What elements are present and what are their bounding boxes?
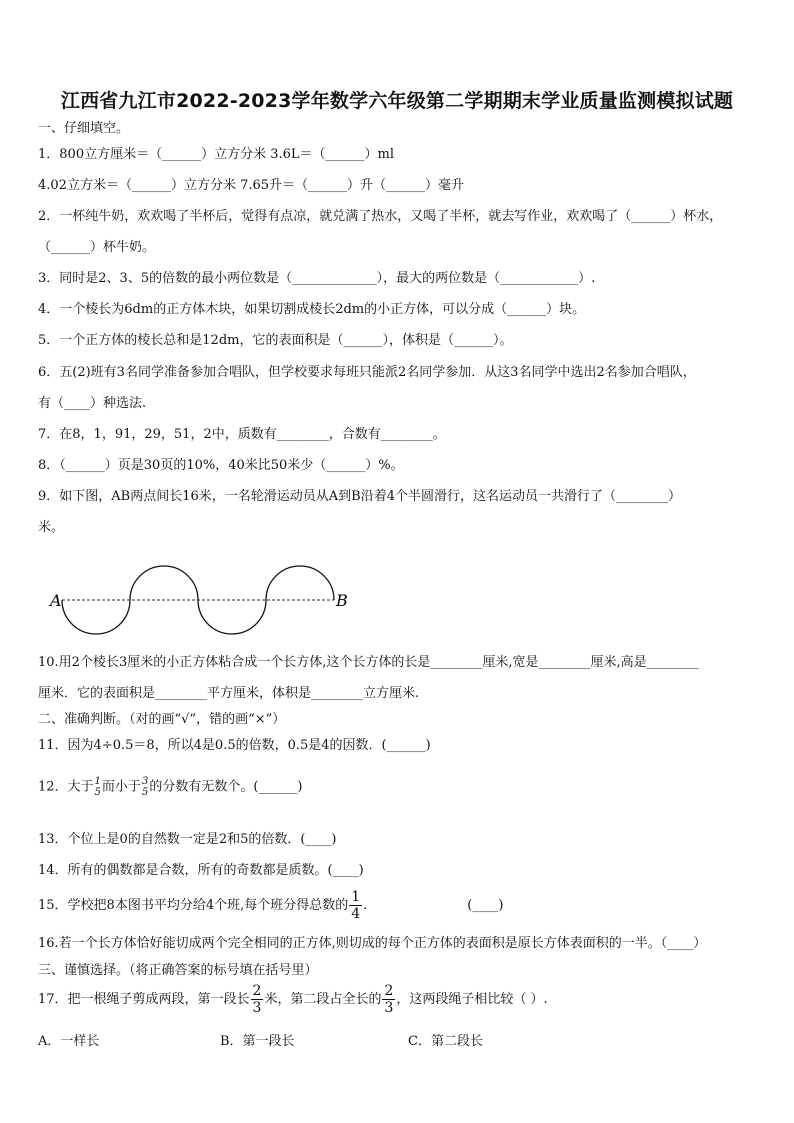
question-10-line-1: 10.用2个棱长3厘米的小正方体粘合成一个长方体,这个长方体的长是________厘米,宽是________厘米,高是________ [38, 655, 699, 670]
option-b: B．第一段长 [220, 1034, 295, 1049]
question-3: 3．同时是2、3、5的倍数的最小两位数是（_____________），最大的两位数是（____________）. [38, 271, 596, 286]
question-10-line-2: 厘米．它的表面积是________平方厘米，体积是________立方厘米. [38, 686, 420, 701]
question-17 [38, 982, 548, 1018]
question-8: 8．（______）页是30页的10%，40米比50米少（______）%。 [38, 458, 404, 473]
question-9-line-2: 米。 [38, 520, 65, 535]
fraction-one-quarter: $\frac{1}{4}$ [351, 889, 361, 922]
semicircle-path-figure [46, 560, 366, 640]
question-11: 11．因为4÷0.5＝8，所以4是0.5的倍数，0.5是4的因数．(______) [38, 738, 431, 753]
question-12-mid: 而小于 [101, 779, 141, 795]
question-15 [38, 888, 503, 924]
question-4: 4．一个棱长为6dm的正方体木块，如果切割成棱长2dm的小正方体，可以分成（______）块。 [38, 302, 586, 317]
question-12 [38, 776, 302, 799]
semicircle-4 [266, 566, 334, 600]
question-13: 13．个位上是0的自然数一定是2和5的倍数．(____) [38, 832, 337, 847]
question-17-pre: 17．把一根绳子剪成两段，第一段长 [38, 992, 250, 1007]
question-15-pre: 15．学校把8本图书平均分给4个班,每个班分得总数的 [38, 898, 349, 913]
fraction-three-fifths: 3 5 [141, 776, 149, 798]
question-9-line-1: 9．如下图，AB两点间长16米，一名轮滑运动员从A到B沿着4个半圆滑行，这名运动员一共滑行了（________） [38, 489, 681, 504]
question-12-post: 的分数有无数个。(______) [149, 779, 303, 795]
question-14: 14．所有的偶数都是合数，所有的奇数都是质数。(____) [38, 863, 364, 878]
section-heading-2: 二、准确判断。（对的画“√”，错的画“×”） [38, 712, 286, 727]
page-title: 江西省九江市2022-2023学年数学六年级第二学期期末学业质量监测模拟试题 [60, 90, 734, 112]
question-6-line-1: 6．五(2)班有3名同学准备参加合唱队，但学校要求每班只能派2名同学参加．从这3名同学中选出2名参加合唱队， [38, 365, 696, 380]
semicircle-2 [130, 566, 198, 600]
question-15-post: . [363, 898, 368, 913]
question-2-line-2: （______）杯牛奶。 [38, 240, 156, 255]
question-17-mid: 米，第二段占全长的 [264, 992, 382, 1007]
section-heading-3: 三、谨慎选择。（将正确答案的标号填在括号里） [38, 963, 318, 978]
question-1-line-2: 4.02立方米＝（______）立方分米 7.65升＝（______）升（______）毫升 [38, 178, 465, 193]
question-6-line-2: 有（____）种选法. [38, 396, 147, 411]
point-a-label: A [50, 591, 62, 610]
question-15-blank: (____) [467, 898, 504, 913]
fraction-one-fifth: 1 5 [94, 776, 101, 798]
option-c: C．第二段长 [408, 1034, 483, 1049]
question-1-line-1: 1．800立方厘米＝（______）立方分米 3.6L＝（______）ml [38, 147, 395, 162]
fraction-two-thirds-a: $\frac{2}{3}$ [252, 983, 262, 1016]
question-16: 16.若一个长方体恰好能切成两个完全相同的正方体,则切成的每个正方体的表面积是原长方体表面积的一半。（____） [38, 936, 707, 951]
question-17-post: ，这两段绳子相比较（ ）. [396, 992, 548, 1007]
semicircle-1 [62, 600, 130, 634]
fraction-two-thirds-b: $\frac{2}{3}$ [384, 983, 394, 1016]
question-2-line-1: 2．一杯纯牛奶，欢欢喝了半杯后，觉得有点凉，就兑满了热水，又喝了半杯，就去写作业，欢欢喝了（______）杯水， [38, 209, 723, 224]
question-12-pre: 12．大于 [38, 779, 94, 795]
section-heading-1: 一、仔细填空。 [38, 121, 130, 136]
semicircle-3 [198, 600, 266, 634]
question-7: 7．在8，1，91，29，51，2中，质数有________，合数有________。 [38, 427, 446, 442]
option-a: A．一样长 [38, 1034, 100, 1049]
question-5: 5．一个正方体的棱长总和是12dm，它的表面积是（______），体积是（______）。 [38, 333, 513, 348]
point-b-label: B [336, 591, 348, 610]
